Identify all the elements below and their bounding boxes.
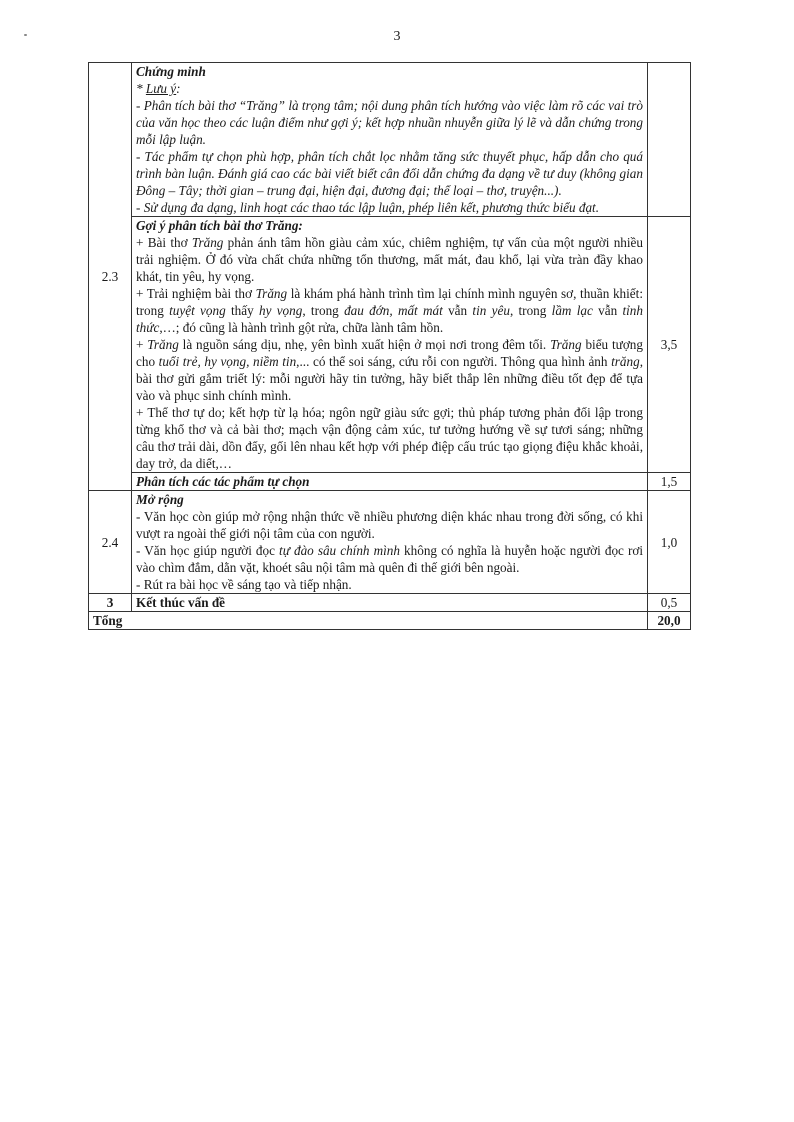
mo-rong-cell <box>132 491 648 594</box>
note-prefix: * <box>136 81 146 96</box>
score-cell-empty <box>648 63 691 217</box>
goi-y-cell <box>132 217 648 473</box>
table-row-total <box>89 612 691 630</box>
page-number: 3 <box>393 29 401 44</box>
score-cell: 1,0 <box>648 491 691 594</box>
goi-y-paragraph-3: + Trăng là nguồn sáng dịu, nhẹ, yên bình xuất hiện ở mọi nơi trong đêm tối. Trăng biểu tượng cho tuổi trẻ, hy vọng, niềm tin,... có thể soi sáng, cứu rỗi con người. Thông qua hình ảnh trăng, bài thơ gửi gắm triết lý: mỗi người hãy tin tưởng, hãy biết thắp lên những điều tốt đẹp để tựa vào và phục sinh chính mình. <box>136 337 643 403</box>
tu-chon-cell <box>132 473 648 491</box>
mo-rong-line-1: - Văn học còn giúp mở rộng nhận thức về nhiều phương diện khác nhau trong đời sống, có khi vượt ra ngoài thế giới nội tâm của con người. <box>136 509 643 541</box>
goi-y-paragraph-4: + Thể thơ tự do; kết hợp từ lạ hóa; ngôn ngữ giàu sức gợi; thủ pháp tương phản đối lập trong từng khổ thơ và cả bài thơ; mạch vận động cảm xúc, tư tưởng hướng về sự tươi sáng; những câu thơ trải dài, dồn đẩy, gối lên nhau kết hợp với phép điệp cấu trúc tạo giọng điệu khắc khoải, day trở, da diết,… <box>136 405 643 471</box>
score-cell: 1,5 <box>648 473 691 491</box>
total-label: Tổng <box>89 612 648 630</box>
chung-minh-heading: Chứng minh <box>136 64 206 79</box>
table-row <box>89 491 691 594</box>
goi-y-paragraph-2: + Trải nghiệm bài thơ Trăng là khám phá hành trình tìm lại chính mình nguyên sơ, thuần khiết: trong tuyệt vọng thấy hy vọng, trong đau đớn, mất mát vẫn tin yêu, trong lầm lạc vẫn tỉnh thức,…; đó cũng là hành trình gột rửa, chữa lành tâm hồn. <box>136 286 643 335</box>
note-label <box>136 80 643 97</box>
grading-table <box>88 62 691 630</box>
note-label-text: Lưu ý <box>145 81 177 96</box>
criterion-number-2-3: 2.3 <box>89 63 132 491</box>
goi-y-heading: Gợi ý phân tích bài thơ Trăng: <box>136 218 303 233</box>
note-line: - Phân tích bài thơ “Trăng” là trọng tâm; nội dung phân tích hướng vào việc làm rõ các vai trò của văn học theo các luận điểm như gợi ý; kết hợp nhuần nhuyễn giữa lý lẽ và dẫn chứng trong mỗi lập luận. <box>136 98 643 147</box>
score-cell: 0,5 <box>648 594 691 612</box>
chung-minh-cell <box>132 63 648 217</box>
ket-thuc-label: Kết thúc vấn đề <box>132 594 648 612</box>
mo-rong-line-2: - Văn học giúp người đọc tự đào sâu chính mình không có nghĩa là huyễn hoặc người đọc rơi vào chìm đắm, dằn vặt, khoét sâu nội tâm mà quên đi thế giới bên ngoài. <box>136 543 643 575</box>
mo-rong-line-3: - Rút ra bài học về sáng tạo và tiếp nhận. <box>136 577 352 592</box>
score-cell: 3,5 <box>648 217 691 473</box>
tu-chon-heading: Phân tích các tác phẩm tự chọn <box>136 474 310 489</box>
note-line: - Tác phẩm tự chọn phù hợp, phân tích chắt lọc nhằm tăng sức thuyết phục, hấp dẫn cho quá trình bàn luận. Đánh giá cao các bài viết biết cân đối dẫn chứng đa dạng về tư duy (không gian Đông – Tây; thời gian – trung đại, hiện đại, đương đại; thể loại – thơ, truyện...). <box>136 149 643 198</box>
total-score: 20,0 <box>648 612 691 630</box>
table-row <box>89 217 691 473</box>
note-colon: : <box>176 81 181 96</box>
mo-rong-heading: Mở rộng <box>136 492 184 507</box>
table-row <box>89 594 691 612</box>
criterion-number-3: 3 <box>89 594 132 612</box>
table-row <box>89 473 691 491</box>
note-line: - Sử dụng đa dạng, linh hoạt các thao tác lập luận, phép liên kết, phương thức biểu đạt. <box>136 200 600 215</box>
criterion-number-2-4: 2.4 <box>89 491 132 594</box>
goi-y-paragraph-1: + Bài thơ Trăng phản ánh tâm hồn giàu cảm xúc, chiêm nghiệm, tự vấn của một người nhiều trải nghiệm. Ở đó vừa chất chứa những tổn thương, mất mát, đau khổ, lại vừa tràn đầy khao khát, tin yêu, hy vọng. <box>136 235 643 284</box>
table-row <box>89 63 691 217</box>
